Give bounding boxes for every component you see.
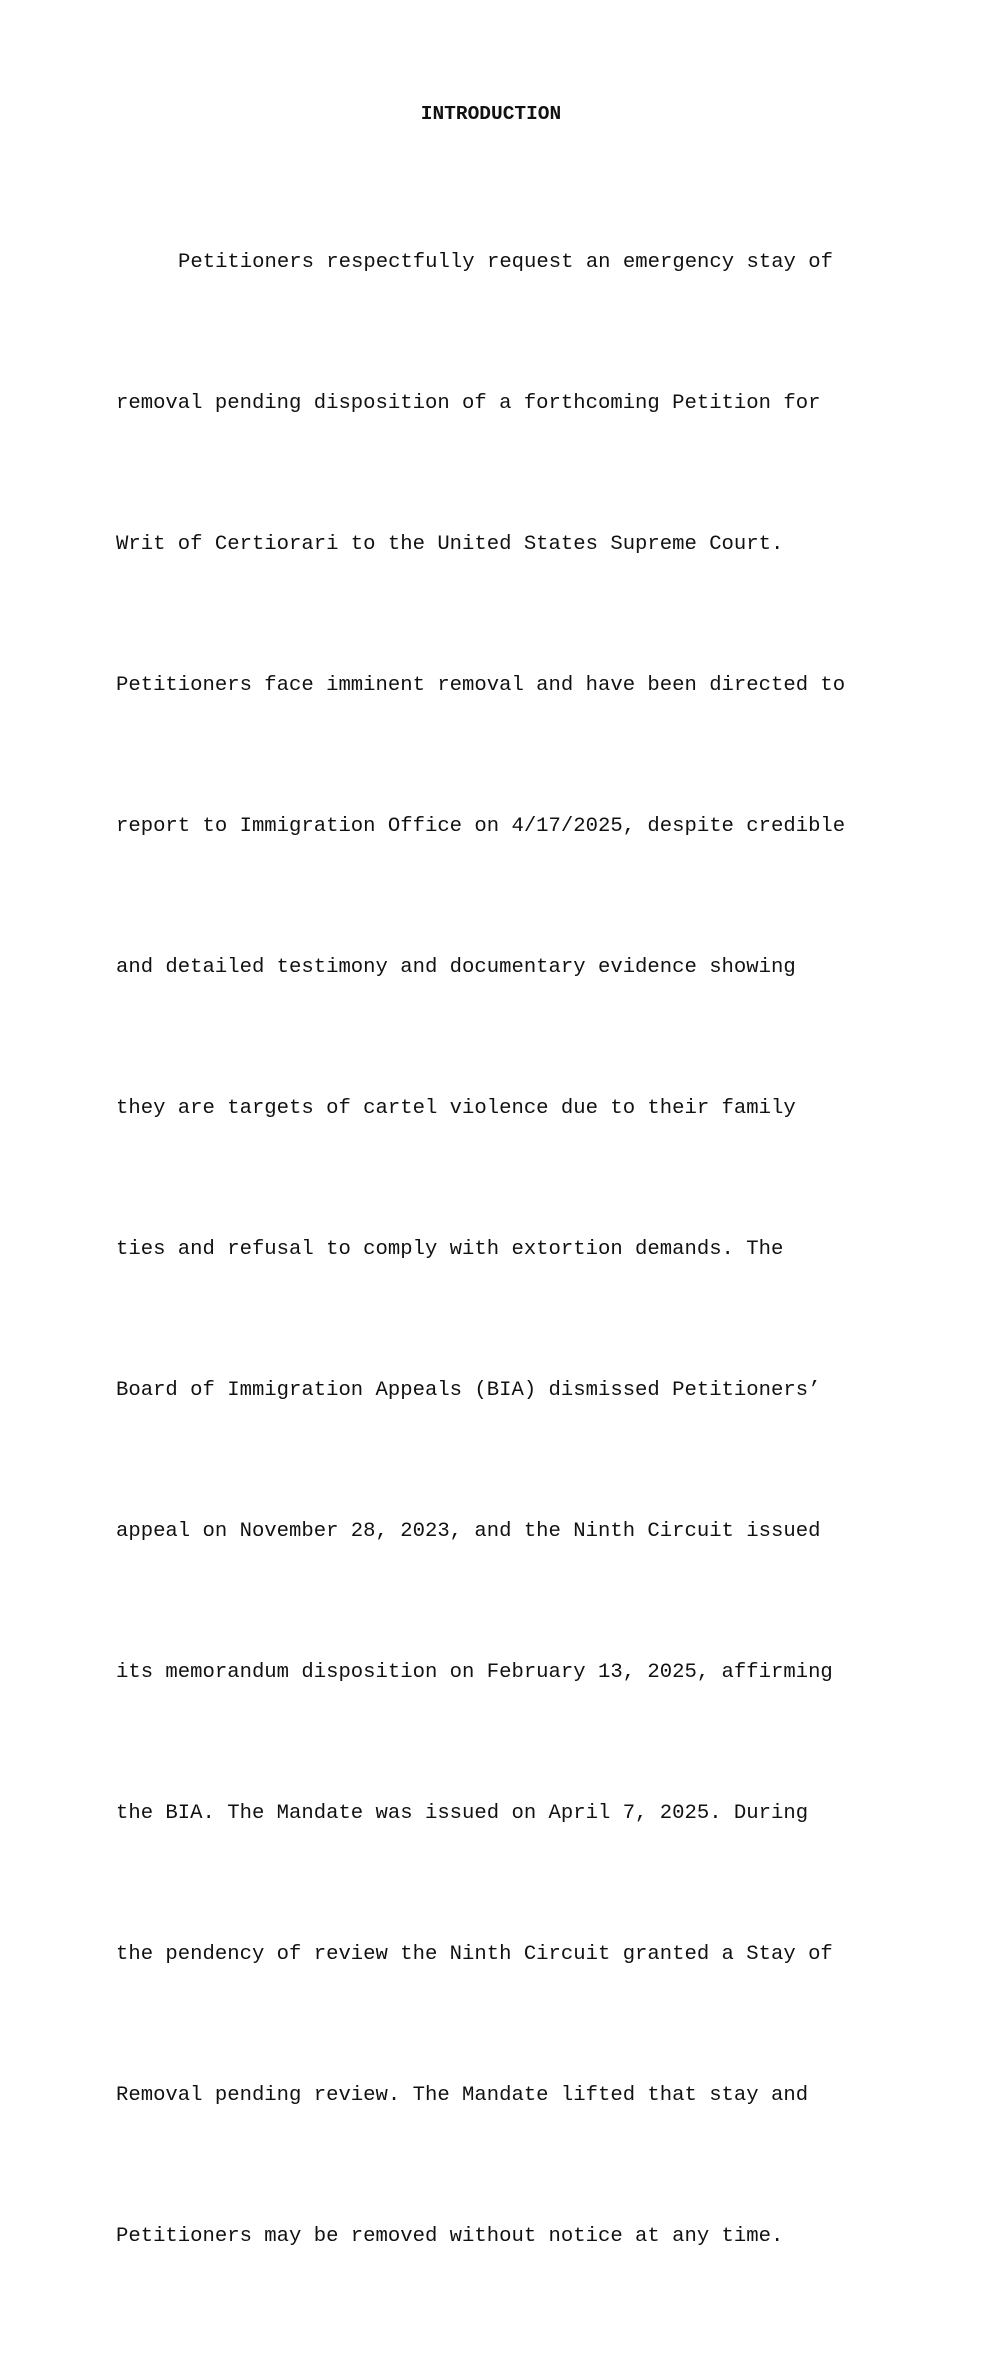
paragraph-line: Petitioners face imminent removal and have been directed to xyxy=(116,674,846,697)
paragraph-line: appeal on November 28, 2023, and the Ninth Circuit issued xyxy=(116,1520,821,1543)
paragraph-line: Petitioners respectfully request an emergency stay of xyxy=(178,251,833,274)
paragraph-line: removal pending disposition of a forthcoming Petition for xyxy=(116,392,821,415)
paragraph-line: Petitioners may be removed without notice at any time. xyxy=(116,2225,784,2248)
section-heading: INTRODUCTION xyxy=(420,103,562,125)
paragraph-line: they are targets of cartel violence due to their family xyxy=(116,1097,796,1120)
paragraph-line: the pendency of review the Ninth Circuit granted a Stay of xyxy=(116,1943,833,1966)
paragraph-line: and detailed testimony and documentary evidence showing xyxy=(116,956,796,979)
paragraph-line: Removal pending review. The Mandate lifted that stay and xyxy=(116,2084,809,2107)
paragraph-line: Writ of Certiorari to the United States Supreme Court. xyxy=(116,533,784,556)
introduction-paragraph xyxy=(116,145,876,2354)
paragraph-line: Board of Immigration Appeals (BIA) dismissed Petitioners’ xyxy=(116,1379,821,1402)
paragraph-line: report to Immigration Office on 4/17/2025, despite credible xyxy=(116,815,846,838)
paragraph-line: ties and refusal to comply with extortion demands. The xyxy=(116,1238,784,1261)
paragraph-line: its memorandum disposition on February 13, 2025, affirming xyxy=(116,1661,833,1684)
paragraph-line: the BIA. The Mandate was issued on April 7, 2025. During xyxy=(116,1802,809,1825)
